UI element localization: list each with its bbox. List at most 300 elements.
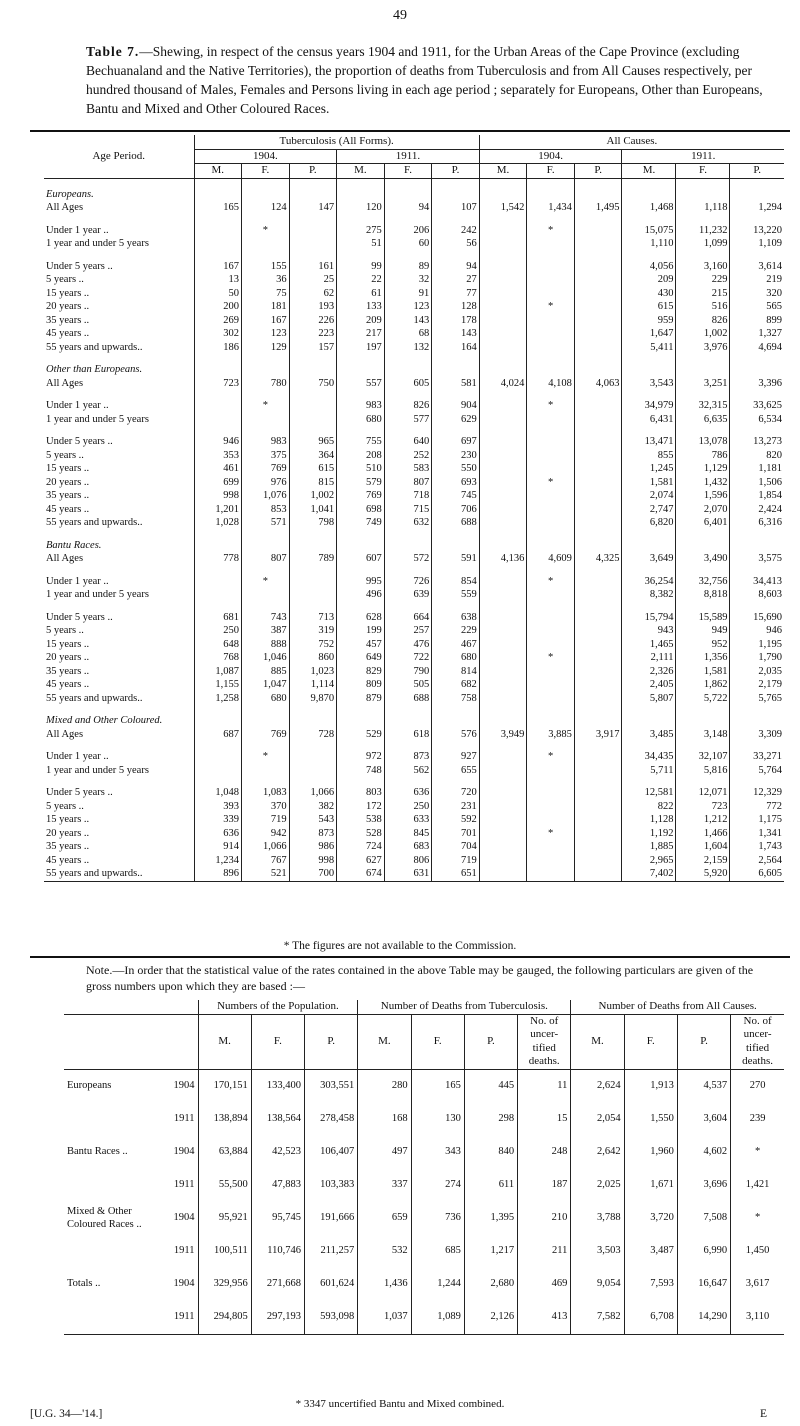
table-cell: 1,195 [758,638,782,650]
table-cell: 181 [242,300,290,314]
table-cell: 297,193 [251,1301,304,1335]
col-f-header: F. [251,1014,304,1069]
table-cell: 655 [432,764,480,778]
table-cell [479,678,527,692]
table-cell: 61 [337,287,385,301]
table-cell: 496 [337,588,385,602]
table-cell [479,786,527,800]
table-cell: 14,290 [677,1301,730,1335]
table-cell: 130 [411,1103,464,1136]
table-cell: 682 [432,678,480,692]
table-cell: 1,244 [411,1268,464,1301]
table-row [44,503,784,517]
table-cell: 952 [676,638,730,652]
table-cell: 445 [464,1069,517,1103]
table-cell [242,413,290,427]
section-name: Bantu Races. [44,539,194,553]
table-row [44,201,784,215]
table-cell [479,638,527,652]
table-cell: 697 [432,435,480,449]
col-p-header: P. [677,1014,730,1069]
table-cell: 780 [242,377,290,391]
table-cell: 3,160 [676,260,730,274]
table-cell: 3,490 [676,552,730,566]
table-cell: 562 [384,764,432,778]
row-label: 55 years and upwards.. [44,692,194,706]
table-cell: 674 [337,867,385,881]
table-cell: 9,054 [571,1268,624,1301]
table-cell: 768 [194,651,242,665]
table-row [44,435,784,449]
table-cell: 790 [384,665,432,679]
table-cell: 226 [289,314,337,328]
table-cell: 755 [337,435,385,449]
table-cell: 143 [384,314,432,328]
table-row [44,449,784,463]
table-cell: 713 [289,611,337,625]
table-cell: 767 [242,854,290,868]
table-cell: 239 [749,1113,766,1125]
table-cell [289,413,337,427]
table-title [86,42,776,118]
row-label: 20 years .. [44,827,194,841]
table-cell: 807 [242,552,290,566]
table-cell [574,665,622,679]
table-cell [527,260,575,274]
table-cell: 4,602 [677,1136,730,1169]
row-label: 20 years .. [44,300,194,314]
table-cell: 3,148 [676,728,730,742]
table-cell: 550 [432,462,480,476]
group-label: Mixed & Other Coloured Races .. [67,1205,142,1230]
table-cell [289,399,337,413]
table-cell: 2,035 [758,665,782,677]
tb-header: Tuberculosis (All Forms). [194,135,479,149]
table-cell: 6,431 [622,413,676,427]
col-p-header: P. [464,1014,517,1069]
table-cell: 680 [337,413,385,427]
year-label: 1904 [164,1069,198,1103]
table-cell: 2,564 [758,854,782,866]
table-cell: 2,965 [622,854,676,868]
table-cell: * [527,827,575,841]
table-cell [527,665,575,679]
table-cell [574,800,622,814]
table-cell: 1,181 [758,463,782,474]
group-label [64,1235,164,1268]
table-cell: 280 [358,1069,411,1103]
table-row [44,575,784,589]
table-cell [574,237,622,251]
table-cell [194,764,242,778]
table-row [44,665,784,679]
table-cell [574,575,622,589]
table-cell: 1,192 [622,827,676,841]
table-cell [194,575,242,589]
col-p-header: P. [730,164,784,179]
table-cell: 270 [749,1080,766,1092]
table-cell: 4,537 [677,1069,730,1103]
col-f-header: F. [384,164,432,179]
table-cell: 206 [384,224,432,238]
table-cell: 3,251 [676,377,730,391]
table-cell [479,287,527,301]
table-cell: 124 [242,201,290,215]
table-cell: 505 [384,678,432,692]
row-label: 45 years .. [44,327,194,341]
table-cell: 34,435 [622,750,676,764]
table-cell [574,750,622,764]
table-cell: 155 [242,260,290,274]
table-cell: 769 [337,489,385,503]
table-cell: 2,111 [622,651,676,665]
table-cell: 1,862 [676,678,730,692]
tb-1911-header: 1911. [337,149,480,164]
row-label: 1 year and under 5 years [44,413,194,427]
table-label: Table 7. [86,44,140,59]
table-cell: 211 [518,1235,571,1268]
row-label: 15 years .. [44,638,194,652]
table-cell: 806 [384,854,432,868]
table-cell: 2,126 [464,1301,517,1335]
table-cell [574,827,622,841]
table-cell [289,750,337,764]
table-cell [289,237,337,251]
table-cell: 2,054 [571,1103,624,1136]
table-cell: 1,245 [622,462,676,476]
table-cell: 820 [766,449,782,461]
table-row [64,1235,784,1268]
table-cell: 1,550 [624,1103,677,1136]
table-cell: * [527,300,575,314]
table-cell: 618 [384,728,432,742]
table-cell: 6,316 [758,517,782,528]
col-m-header: M. [337,164,385,179]
table-cell [574,611,622,625]
table-cell: 1,175 [758,814,782,825]
table-cell: 60 [384,237,432,251]
table-cell: 972 [337,750,385,764]
table-cell [479,503,527,517]
table-cell: 461 [194,462,242,476]
table-cell: 2,070 [676,503,730,517]
table-cell: 1,604 [676,840,730,854]
table-cell: 860 [289,651,337,665]
table-cell [527,786,575,800]
table-row [44,489,784,503]
row-label: 5 years .. [44,800,194,814]
table2-footnote: * 3347 uncertified Bantu and Mixed combined. [295,1398,505,1410]
table-cell: 565 [766,301,782,312]
table-cell: 8,603 [758,589,782,600]
table-cell: * [527,651,575,665]
tb-deaths-header: Number of Deaths from Tuberculosis. [358,1000,571,1014]
table-cell: 15,075 [622,224,676,238]
row-label: 1 year and under 5 years [44,588,194,602]
table-cell [479,651,527,665]
table-cell: 826 [676,314,730,328]
table-cell: 943 [622,624,676,638]
table-cell: 632 [384,516,432,530]
table-cell [574,399,622,413]
table-cell: 3,917 [574,728,622,742]
table-cell [527,867,575,881]
table-cell [479,800,527,814]
table-cell: 250 [194,624,242,638]
table-cell: 720 [432,786,480,800]
table-cell: 769 [242,728,290,742]
row-label: 5 years .. [44,624,194,638]
table-cell [574,413,622,427]
table-cell: 274 [411,1169,464,1202]
table-cell: 1,047 [242,678,290,692]
table-cell: 1,023 [289,665,337,679]
table-cell [479,224,527,238]
table-cell [527,489,575,503]
table-cell [527,854,575,868]
table-cell: 583 [384,462,432,476]
table-cell: 636 [194,827,242,841]
table-cell: 1,913 [624,1069,677,1103]
table-cell: 457 [337,638,385,652]
table-cell: 3,485 [622,728,676,742]
table-cell: 1,041 [289,503,337,517]
table-cell: 120 [337,201,385,215]
table-cell: 269 [194,314,242,328]
table-cell: 719 [432,854,480,868]
table-cell [527,327,575,341]
table-cell [289,588,337,602]
table-cell: 3,614 [758,260,782,272]
table-cell: 1,002 [676,327,730,341]
table-row [44,260,784,274]
table-cell: 294,805 [198,1301,251,1335]
table-cell: 2,326 [622,665,676,679]
table-cell: 3,543 [622,377,676,391]
table-cell [574,273,622,287]
table-cell: 959 [622,314,676,328]
table-cell [479,854,527,868]
table-cell: 719 [242,813,290,827]
table-cell: 2,642 [571,1136,624,1169]
section-name: Other than Europeans. [44,363,194,377]
table-cell [574,503,622,517]
table-cell: 9,870 [289,692,337,706]
table-cell: 1,596 [676,489,730,503]
table-cell: 15,589 [676,611,730,625]
table-cell: 700 [289,867,337,881]
table-cell: 3,949 [479,728,527,742]
table-cell: 165 [194,201,242,215]
population-header: Numbers of the Population. [198,1000,358,1014]
table-cell [527,341,575,355]
table-cell: 1,506 [758,476,782,488]
table-cell [479,692,527,706]
col-uncertified-header: No. of uncer-tified deaths. [518,1014,571,1069]
table-row [44,237,784,251]
table-cell: 32 [384,273,432,287]
table-cell: 275 [337,224,385,238]
table-cell: 242 [432,224,480,238]
table-cell [574,462,622,476]
table-cell: 723 [676,800,730,814]
table-cell: 633 [384,813,432,827]
table-cell: 2,025 [571,1169,624,1202]
table-cell: 680 [432,651,480,665]
group-label: Totals .. [67,1278,101,1290]
table-cell: 13 [194,273,242,287]
table-cell [479,327,527,341]
table-cell: 576 [432,728,480,742]
table-cell: 375 [242,449,290,463]
table-cell: 231 [432,800,480,814]
table-cell: 147 [289,201,337,215]
table-row [44,840,784,854]
row-label: 5 years .. [44,449,194,463]
table-cell: 27 [432,273,480,287]
table-cell: 685 [411,1235,464,1268]
row-label: Under 5 years .. [44,611,194,625]
table-row [64,1103,784,1136]
table-cell: 4,024 [479,377,527,391]
table-cell: 132 [384,341,432,355]
table-cell: 3,649 [622,552,676,566]
table-cell: 1,002 [289,489,337,503]
table-cell: 946 [766,625,782,636]
table-cell: 698 [337,503,385,517]
table-cell: 4,056 [622,260,676,274]
col-f-header: F. [527,164,575,179]
table-cell: 611 [464,1169,517,1202]
row-label: All Ages [44,552,194,566]
table-cell: 2,747 [622,503,676,517]
table-cell: 187 [518,1169,571,1202]
col-m-header: M. [198,1014,251,1069]
table-cell: 840 [464,1136,517,1169]
table-cell: 107 [432,201,480,215]
table-cell: 995 [337,575,385,589]
table-cell: 998 [194,489,242,503]
table-cell: 726 [384,575,432,589]
table-cell: 946 [194,435,242,449]
table-cell: 3,696 [677,1169,730,1202]
table-cell [574,435,622,449]
table-cell: 1,089 [411,1301,464,1335]
col-p-header: P. [432,164,480,179]
table-cell [289,224,337,238]
table-cell: 143 [432,327,480,341]
table-row [44,462,784,476]
group-label [64,1301,164,1335]
table-cell: 1,466 [676,827,730,841]
table-cell: 303,551 [305,1069,358,1103]
table-cell: 845 [384,827,432,841]
table-cell: 1,083 [242,786,290,800]
table-cell: 11,232 [676,224,730,238]
section-name: Europeans. [44,188,194,202]
table-cell: * [242,399,290,413]
table-cell: 752 [289,638,337,652]
table-cell [527,611,575,625]
table-cell [479,840,527,854]
table-row [44,764,784,778]
table-cell: 3,503 [571,1235,624,1268]
table-cell: 128 [432,300,480,314]
table-cell: 2,624 [571,1069,624,1103]
table-cell: 758 [432,692,480,706]
table-cell [479,399,527,413]
table-cell: 199 [337,624,385,638]
table-cell: 12,329 [753,787,782,798]
row-label: Under 5 years .. [44,786,194,800]
table-cell: 353 [194,449,242,463]
table-cell: 557 [337,377,385,391]
table-cell: 687 [194,728,242,742]
table-cell: 191,666 [305,1202,358,1235]
table-cell: 683 [384,840,432,854]
table-cell: 7,593 [624,1268,677,1301]
col-m-header: M. [571,1014,624,1069]
table-cell: 649 [337,651,385,665]
table-cell: 7,402 [622,867,676,881]
row-label: Under 1 year .. [44,575,194,589]
year-label: 1911 [164,1301,198,1335]
table-cell: 927 [432,750,480,764]
row-label: 1 year and under 5 years [44,237,194,251]
table-cell: 1,129 [676,462,730,476]
table-cell: 640 [384,435,432,449]
col-f-header: F. [624,1014,677,1069]
table-cell: 91 [384,287,432,301]
table-cell [479,260,527,274]
table-cell: 1,327 [758,328,782,339]
table-row [44,611,784,625]
table-row [44,476,784,490]
table-cell: 271,668 [251,1268,304,1301]
table-cell [194,750,242,764]
col-f-header: F. [242,164,290,179]
table-row [64,1202,784,1235]
table-cell: 4,609 [527,552,575,566]
table-cell: 2,179 [758,679,782,690]
table-cell: 807 [384,476,432,490]
table-cell: 3,976 [676,341,730,355]
table-cell: 13,273 [753,436,782,447]
table-cell: 5,711 [622,764,676,778]
table-cell: 1,395 [464,1202,517,1235]
table-cell: 95,745 [251,1202,304,1235]
table-cell: 1,341 [758,827,782,839]
table-cell: 229 [676,273,730,287]
row-label: Under 5 years .. [44,435,194,449]
table-cell: 688 [384,692,432,706]
table-cell: 1,212 [676,813,730,827]
table-cell: 497 [358,1136,411,1169]
table-cell [574,692,622,706]
table-cell: 161 [289,260,337,274]
group-label [64,1103,164,1136]
table-cell [574,260,622,274]
table-cell: 12,581 [622,786,676,800]
table-cell: 853 [242,503,290,517]
table-cell: 516 [676,300,730,314]
table-row [44,854,784,868]
table-cell: * [527,224,575,238]
table-cell: 638 [432,611,480,625]
table-cell: 559 [432,588,480,602]
col-m-header: M. [622,164,676,179]
table-cell: 1,356 [676,651,730,665]
